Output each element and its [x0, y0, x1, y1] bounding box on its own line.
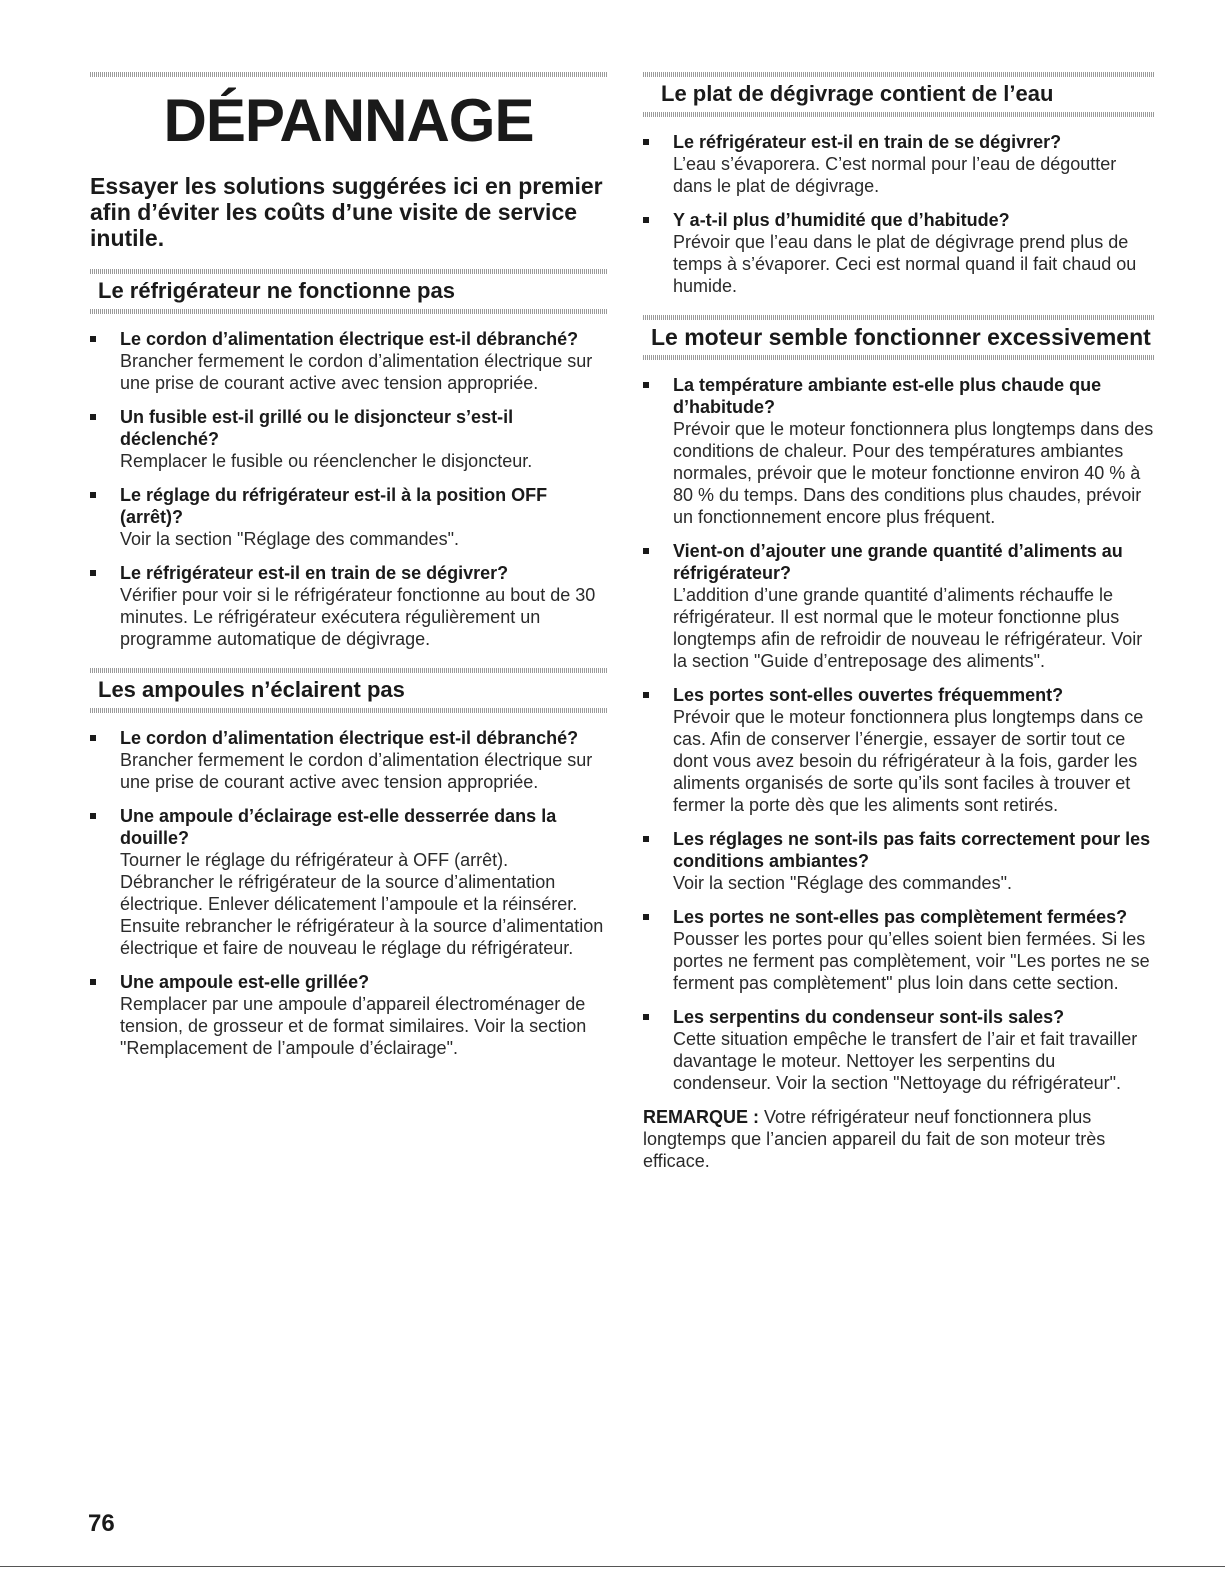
list-item	[643, 684, 1155, 816]
note-label: REMARQUE :	[643, 1107, 759, 1127]
list-item	[643, 209, 1155, 297]
page-number: 76	[88, 1510, 115, 1537]
list-item	[90, 727, 607, 793]
list-item	[90, 971, 607, 1059]
square-bullet-icon	[90, 492, 96, 498]
page-title: DÉPANNAGE	[163, 87, 534, 154]
section-heading: Le moteur semble fonctionner excessivement	[651, 324, 1151, 350]
item-answer: Cette situation empêche le transfert de l’air et fait travailler davantage le moteur. Nettoyer les serpentins du condenseur. Voir la section "Nettoyage du réfrigérateur".	[673, 1029, 1138, 1093]
section-rule-bottom	[643, 355, 1155, 360]
section-defrost-pan-water	[643, 72, 1155, 297]
item-answer: Prévoir que le moteur fonctionnera plus longtemps dans ce cas. Afin de conserver l’énergie, essayer de sortir tout ce dont vous avez besoin du réfrigérateur à la fois, garder les aliments organisés de sorte qu’ils sont faciles à trouver et fermer la porte dès que les aliments sont retirés.	[673, 707, 1144, 815]
section-motor-runs-excessively	[643, 315, 1155, 1172]
section-heading: Le réfrigérateur ne fonctionne pas	[98, 278, 455, 303]
list-item	[90, 805, 607, 959]
item-answer: Brancher fermement le cordon d’alimentation électrique sur une prise de courant active avec tension appropriée.	[120, 750, 593, 792]
item-question: Un fusible est-il grillé ou le disjoncteur s’est-il déclenché?	[120, 407, 514, 449]
section-refrigerator-not-working	[90, 269, 607, 650]
list-item	[643, 828, 1155, 894]
troubleshooting-list	[90, 328, 607, 650]
square-bullet-icon	[643, 382, 649, 388]
item-question: Une ampoule est-elle grillée?	[120, 972, 370, 992]
item-question: Le réfrigérateur est-il en train de se dégivrer?	[673, 132, 1062, 152]
item-question: Le cordon d’alimentation électrique est-il débranché?	[120, 329, 579, 349]
item-question: Les portes sont-elles ouvertes fréquemment?	[673, 685, 1064, 705]
list-item	[90, 328, 607, 394]
item-answer: Prévoir que l’eau dans le plat de dégivrage prend plus de temps à s’évaporer. Ceci est normal quand il fait chaud ou humide.	[673, 232, 1137, 296]
list-item	[643, 374, 1155, 528]
item-question: Le cordon d’alimentation électrique est-il débranché?	[120, 728, 579, 748]
troubleshooting-list	[643, 131, 1155, 297]
left-column	[90, 0, 607, 1071]
list-item	[643, 540, 1155, 672]
section-bulbs-not-lighting	[90, 668, 607, 1059]
square-bullet-icon	[643, 692, 649, 698]
item-question: Les réglages ne sont-ils pas faits correctement pour les conditions ambiantes?	[673, 829, 1151, 871]
square-bullet-icon	[643, 217, 649, 223]
item-answer: Vérifier pour voir si le réfrigérateur fonctionne au bout de 30 minutes. Le réfrigérateur exécutera régulièrement un programme automatique de dégivrage.	[120, 585, 596, 649]
item-answer: L’eau s’évaporera. C’est normal pour l’eau de dégoutter dans le plat de dégivrage.	[673, 154, 1117, 196]
item-question: La température ambiante est-elle plus chaude que d’habitude?	[673, 375, 1102, 417]
item-answer: Remplacer le fusible ou réenclencher le disjoncteur.	[120, 451, 533, 471]
item-question: Les portes ne sont-elles pas complètement fermées?	[673, 907, 1128, 927]
item-question: Les serpentins du condenseur sont-ils sales?	[673, 1007, 1065, 1027]
item-answer: Tourner le réglage du réfrigérateur à OFF (arrêt). Débrancher le réfrigérateur de la source d’alimentation électrique. Enlever délicatement l’ampoule et la réinsérer. Ensuite rebrancher le réfrigérateur à la source d’alimentation électrique et faire de nouveau le réglage du réfrigérateur.	[120, 850, 604, 958]
list-item	[643, 131, 1155, 197]
square-bullet-icon	[90, 414, 96, 420]
item-answer: Prévoir que le moteur fonctionnera plus longtemps dans des conditions de chaleur. Pour des températures ambiantes normales, prévoir que le moteur fonctionne environ 40 % à 80 % du temps. Dans des conditions plus chaudes, prévoir un fonctionnement encore plus fréquent.	[673, 419, 1154, 527]
intro-text: Essayer les solutions suggérées ici en premier afin d’éviter les coûts d’une visite de service inutile.	[90, 173, 603, 251]
section-rule-bottom	[90, 708, 607, 713]
troubleshooting-list	[643, 374, 1155, 1094]
title-rule	[90, 72, 607, 77]
square-bullet-icon	[643, 548, 649, 554]
item-answer: Pousser les portes pour qu’elles soient bien fermées. Si les portes ne ferment pas complètement, voir "Les portes ne se ferment pas complètement" plus loin dans cette section.	[673, 929, 1150, 993]
item-question: Le réfrigérateur est-il en train de se dégivrer?	[120, 563, 509, 583]
square-bullet-icon	[90, 813, 96, 819]
square-bullet-icon	[90, 735, 96, 741]
section-heading: Les ampoules n’éclairent pas	[98, 677, 405, 702]
bottom-rule	[0, 1566, 1225, 1567]
troubleshooting-list	[90, 727, 607, 1059]
square-bullet-icon	[643, 914, 649, 920]
square-bullet-icon	[90, 570, 96, 576]
item-question: Une ampoule d’éclairage est-elle desserrée dans la douille?	[120, 806, 557, 848]
right-column	[643, 0, 1155, 1172]
item-answer: Voir la section "Réglage des commandes".	[673, 873, 1012, 893]
section-rule-bottom	[90, 309, 607, 314]
item-question: Y a-t-il plus d’humidité que d’habitude?	[673, 210, 1010, 230]
item-answer: Remplacer par une ampoule d’appareil électroménager de tension, de grosseur et de format similaires. Voir la section "Remplacement de l’ampoule d’éclairage".	[120, 994, 587, 1058]
list-item	[643, 906, 1155, 994]
square-bullet-icon	[90, 336, 96, 342]
item-question: Le réglage du réfrigérateur est-il à la position OFF (arrêt)?	[120, 485, 548, 527]
note-text: Votre réfrigérateur neuf fonctionnera plus longtemps que l’ancien appareil du fait de son moteur très efficace.	[643, 1107, 1106, 1171]
square-bullet-icon	[643, 1014, 649, 1020]
section-heading: Le plat de dégivrage contient de l’eau	[661, 81, 1054, 106]
list-item	[90, 484, 607, 550]
list-item	[643, 1006, 1155, 1094]
list-item	[90, 562, 607, 650]
note-paragraph	[643, 1106, 1155, 1172]
item-question: Vient-on d’ajouter une grande quantité d’aliments au réfrigérateur?	[673, 541, 1123, 583]
square-bullet-icon	[643, 836, 649, 842]
item-answer: Voir la section "Réglage des commandes".	[120, 529, 459, 549]
list-item	[90, 406, 607, 472]
square-bullet-icon	[90, 979, 96, 985]
item-answer: Brancher fermement le cordon d’alimentation électrique sur une prise de courant active avec tension appropriée.	[120, 351, 593, 393]
item-answer: L’addition d’une grande quantité d’aliments réchauffe le réfrigérateur. Il est normal que le moteur fonctionne plus longtemps afin de refroidir de nouveau le réfrigérateur. Voir la section "Guide d’entreposage des aliments".	[673, 585, 1143, 671]
square-bullet-icon	[643, 139, 649, 145]
section-rule-bottom	[643, 112, 1155, 117]
